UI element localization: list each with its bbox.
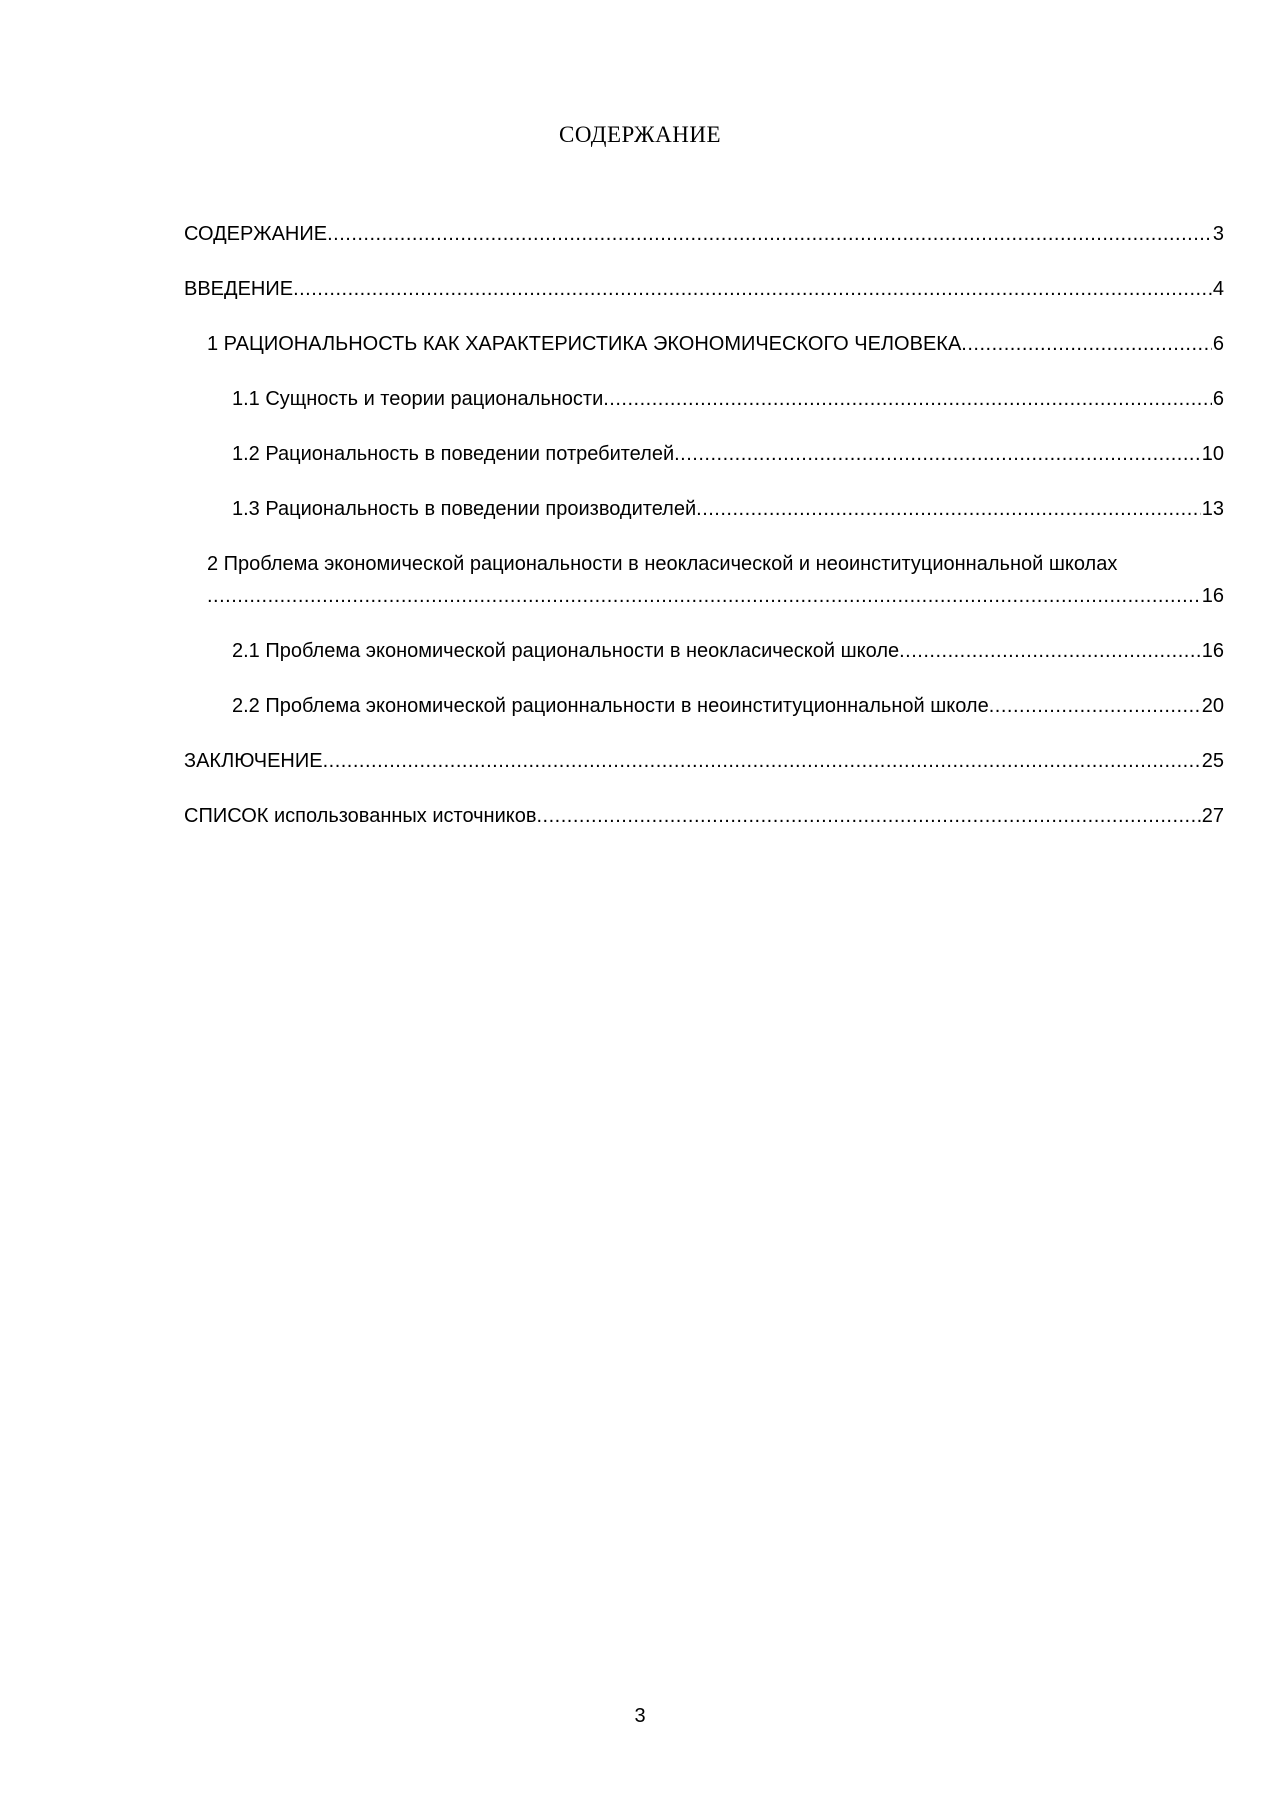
- toc-entry[interactable]: [184, 273, 1224, 305]
- toc-entry[interactable]: [184, 328, 1224, 360]
- toc-entry-page: 25: [1201, 750, 1224, 772]
- toc-entry-label: 1.3 Рациональность в поведении производителей: [232, 498, 697, 520]
- toc-dot-leader: [603, 383, 1212, 415]
- toc-entry-page: 10: [1201, 443, 1224, 465]
- toc-entry-label: ВВЕДЕНИЕ: [184, 278, 294, 300]
- toc-entry-label: 2.1 Проблема экономической рациональности в неокласической школе: [232, 640, 900, 662]
- toc-dot-leader: [961, 328, 1212, 360]
- toc-entry[interactable]: [184, 800, 1224, 832]
- toc-entry-label: 1 РАЦИОНАЛЬНОСТЬ КАК ХАРАКТЕРИСТИКА ЭКОНОМИЧЕСКОГО ЧЕЛОВЕКА: [207, 333, 962, 355]
- toc-dot-leader: [674, 438, 1201, 470]
- toc-entry[interactable]: [184, 635, 1224, 667]
- toc-entry-label: ЗАКЛЮЧЕНИЕ: [184, 750, 323, 772]
- toc-dot-leader: [207, 580, 1201, 612]
- toc-entry-page: 6: [1212, 333, 1224, 355]
- page-number: 3: [634, 1705, 646, 1727]
- toc-entry[interactable]: [184, 745, 1224, 777]
- toc-entry-page: 6: [1212, 388, 1224, 410]
- toc-entry[interactable]: [184, 438, 1224, 470]
- toc-entry-page: 27: [1201, 805, 1224, 827]
- toc-entry-page: 20: [1201, 695, 1224, 717]
- toc-entry[interactable]: [184, 383, 1224, 415]
- page-title: СОДЕРЖАНИЕ: [558, 122, 721, 147]
- toc-entry-page: 13: [1201, 498, 1224, 520]
- toc-entry-label: 2 Проблема экономической рациональности в неокласической и неоинституционнальной школах: [207, 553, 1118, 575]
- toc-entry-label: 2.2 Проблема экономической рационнальности в неоинституционнальной школе: [232, 695, 989, 717]
- toc-dot-leader: [989, 690, 1201, 722]
- toc-entry-page: 4: [1212, 278, 1224, 300]
- toc-entry-continuation: [207, 580, 1224, 612]
- toc-entry-page: 3: [1212, 223, 1224, 245]
- toc-entry[interactable]: [184, 218, 1224, 250]
- toc-dot-leader: [537, 800, 1201, 832]
- toc-entry-label: СПИСОК использованных источников: [184, 805, 537, 827]
- toc-entry-label: СОДЕРЖАНИЕ: [184, 223, 328, 245]
- table-of-contents: [184, 218, 1224, 855]
- toc-dot-leader: [899, 635, 1201, 667]
- toc-entry[interactable]: [184, 493, 1224, 525]
- toc-entry[interactable]: [184, 548, 1224, 612]
- toc-entry[interactable]: [184, 690, 1224, 722]
- toc-dot-leader: [696, 493, 1201, 525]
- toc-entry-label: 1.2 Рациональность в поведении потребителей: [232, 443, 675, 465]
- toc-dot-leader: [323, 745, 1201, 777]
- toc-entry-page: 16: [1201, 585, 1224, 607]
- toc-dot-leader: [327, 218, 1212, 250]
- toc-entry-label: 1.1 Сущность и теории рациональности: [232, 388, 604, 410]
- toc-dot-leader: [293, 273, 1212, 305]
- toc-entry-page: 16: [1201, 640, 1224, 662]
